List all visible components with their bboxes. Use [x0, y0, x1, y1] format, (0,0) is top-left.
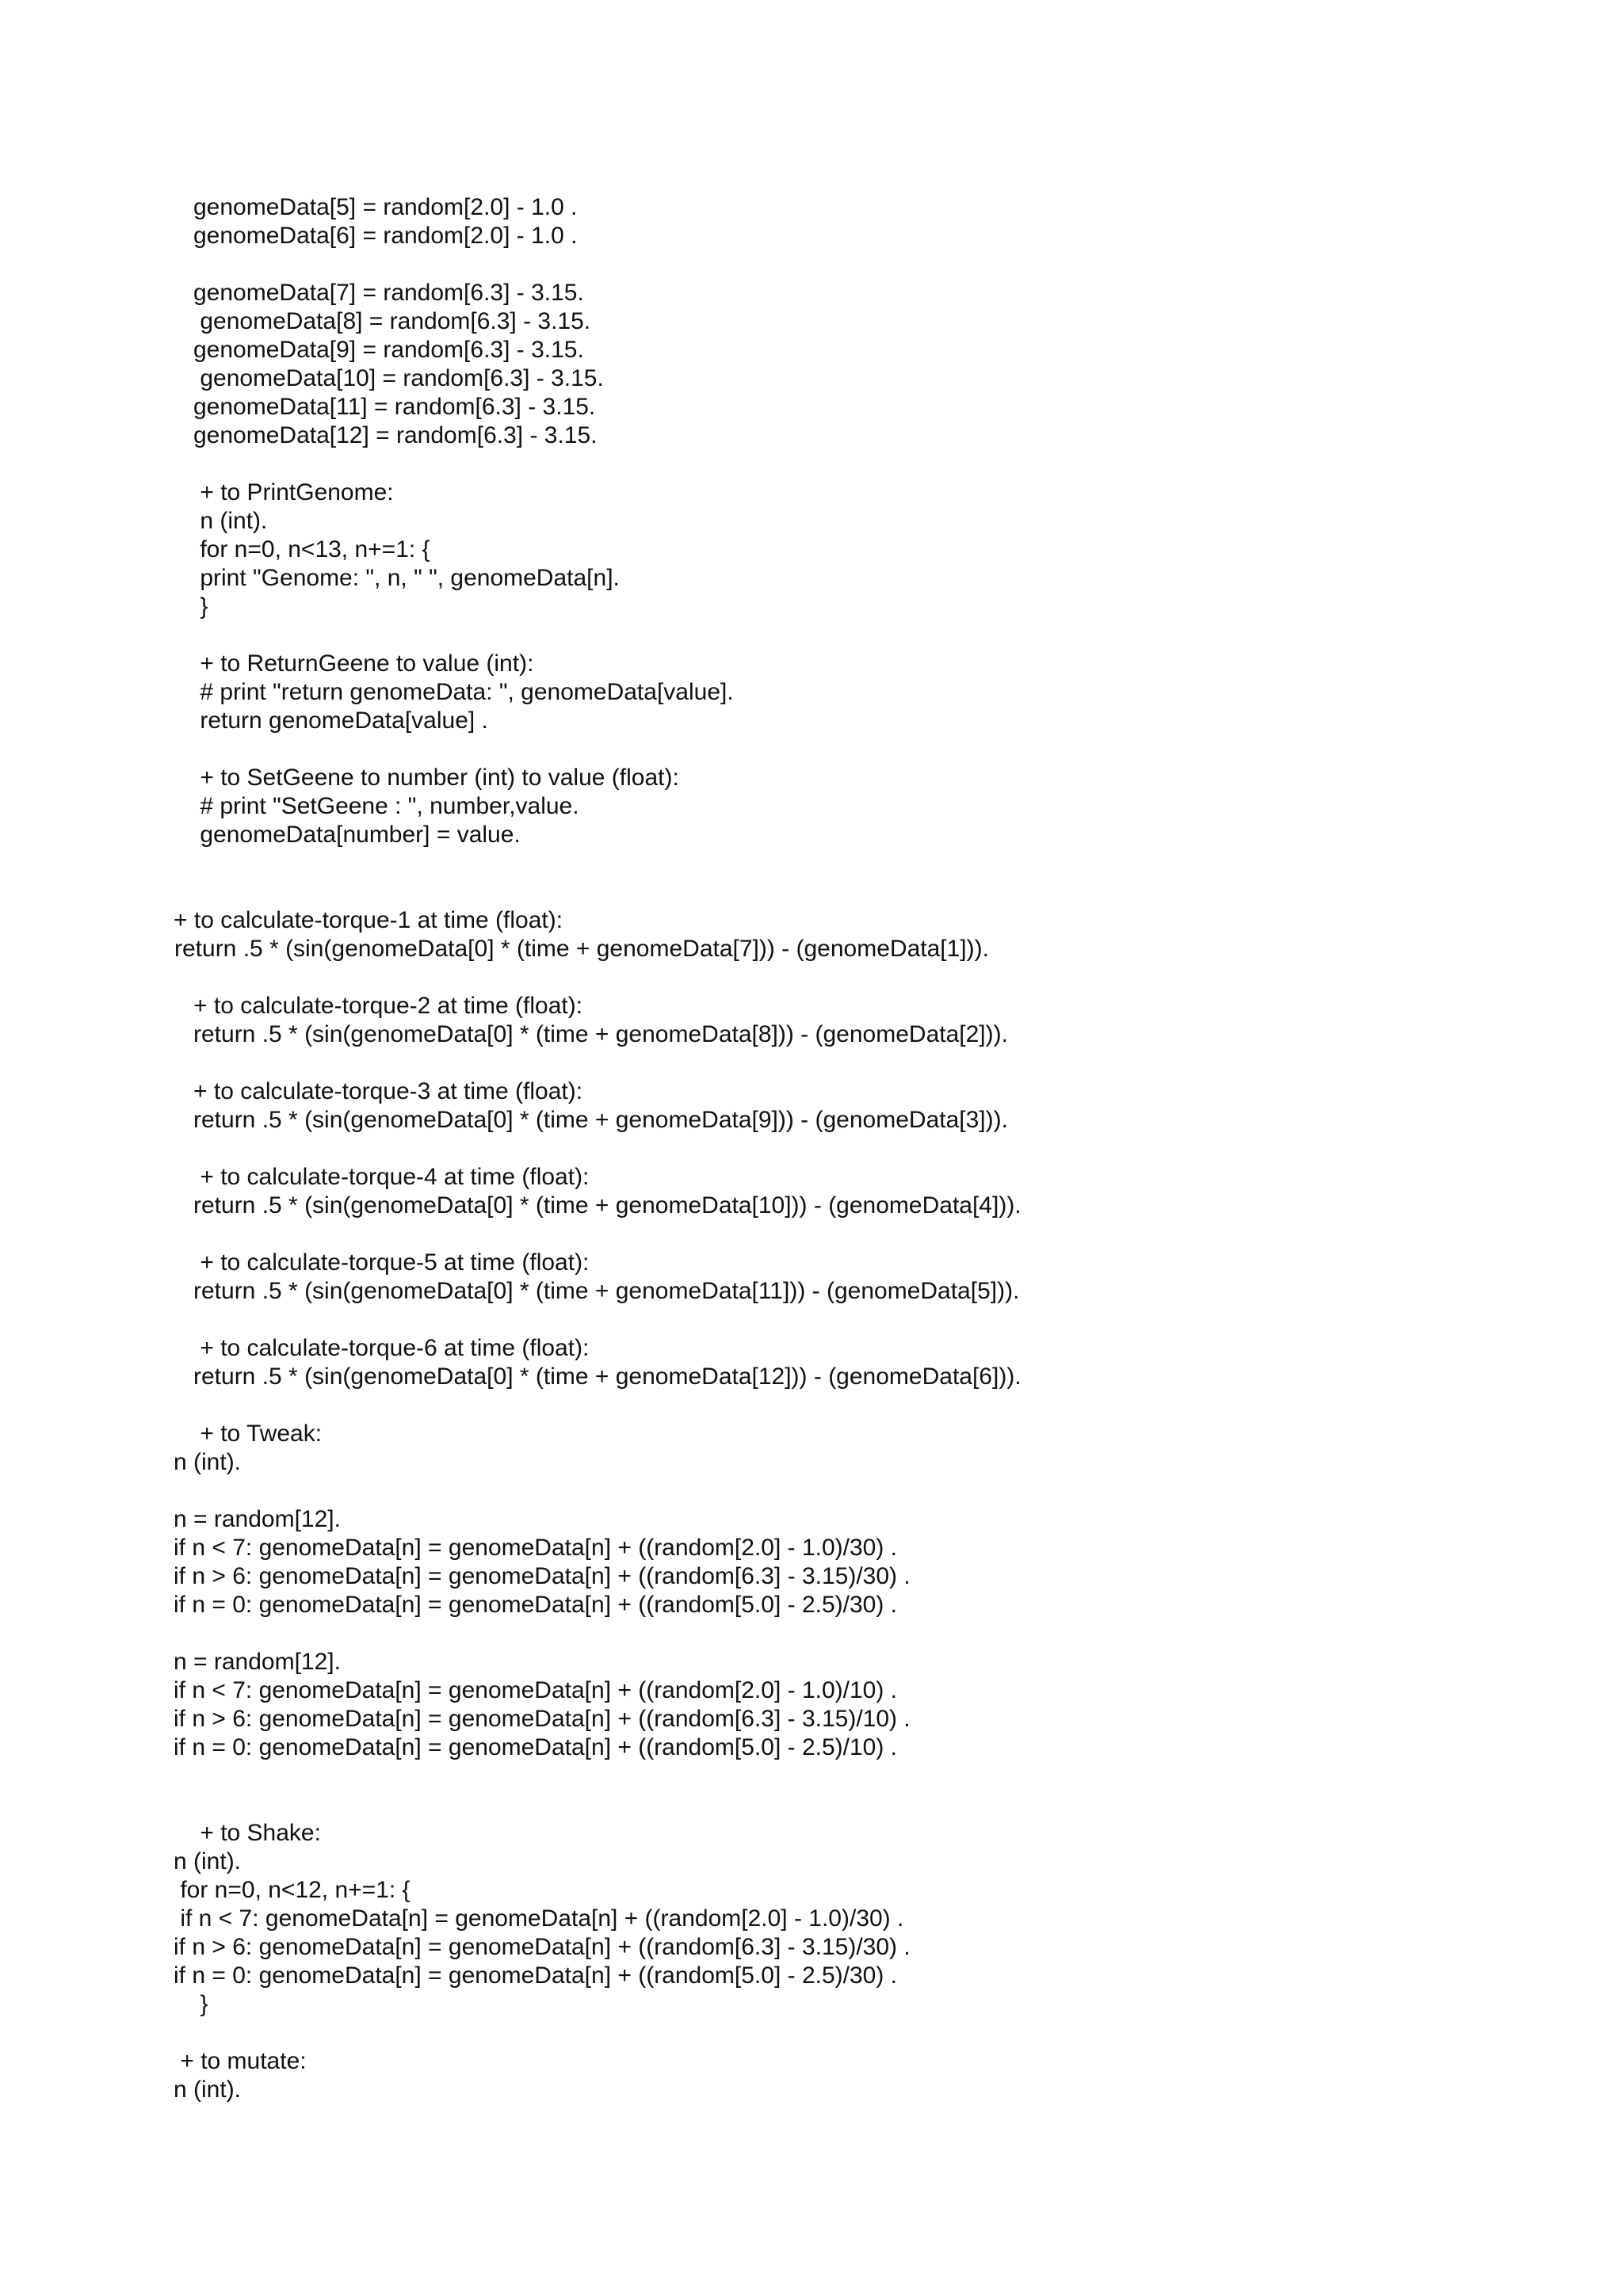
blank-line — [193, 250, 1541, 279]
code-line: return .5 * (sin(genomeData[0] * (time + genomeData[10])) - (genomeData[4])). — [193, 1192, 1022, 1219]
blank-line — [193, 1391, 1541, 1420]
blank-line — [193, 735, 1541, 764]
code-line: + to calculate-torque-6 at time (float): — [193, 1335, 590, 1361]
code-line: print "Genome: ", n, " ", genomeData[n]. — [193, 565, 620, 591]
code-line: + to calculate-torque-2 at time (float): — [193, 993, 583, 1019]
code-line: # print "SetGeene : ", number,value. — [193, 793, 579, 819]
blank-line — [193, 1220, 1541, 1249]
blank-line — [193, 1619, 1541, 1648]
code-line: if n > 6: genomeData[n] = genomeData[n] + ((random[6.3] - 3.15)/30) . — [174, 1563, 911, 1589]
code-line: + to SetGeene to number (int) to value (float): — [193, 765, 679, 791]
code-line: + to calculate-torque-5 at time (float): — [193, 1249, 590, 1276]
code-line: return genomeData[value] . — [193, 707, 488, 734]
blank-line — [193, 1306, 1541, 1334]
code-line: return .5 * (sin(genomeData[0] * (time + genomeData[9])) - (genomeData[3])). — [193, 1107, 1008, 1133]
code-line: genomeData[6] = random[2.0] - 1.0 . — [193, 223, 578, 249]
code-line: return .5 * (sin(genomeData[0] * (time + genomeData[7])) - (genomeData[1])). — [174, 936, 989, 962]
code-line: for n=0, n<12, n+=1: { — [174, 1877, 411, 1903]
blank-line — [193, 450, 1541, 479]
code-line: n = random[12]. — [174, 1649, 341, 1675]
blank-line — [193, 1762, 1541, 1791]
code-line: + to mutate: — [174, 2048, 307, 2074]
blank-line — [193, 1135, 1541, 1163]
code-line: return .5 * (sin(genomeData[0] * (time + genomeData[11])) - (genomeData[5])). — [193, 1278, 1020, 1304]
code-line: genomeData[7] = random[6.3] - 3.15. — [193, 280, 584, 306]
code-line: if n = 0: genomeData[n] = genomeData[n] + ((random[5.0] - 2.5)/10) . — [174, 1734, 898, 1760]
code-line: genomeData[number] = value. — [193, 822, 521, 848]
code-line: + to calculate-torque-1 at time (float): — [174, 907, 563, 933]
code-line: genomeData[8] = random[6.3] - 3.15. — [193, 308, 591, 334]
code-line: + to calculate-torque-4 at time (float): — [193, 1164, 590, 1190]
blank-line — [193, 2019, 1541, 2047]
code-line: return .5 * (sin(genomeData[0] * (time + genomeData[8])) - (genomeData[2])). — [193, 1021, 1008, 1047]
code-line: n (int). — [174, 1848, 242, 1875]
code-line: n (int). — [174, 2077, 242, 2103]
code-line: if n = 0: genomeData[n] = genomeData[n] + ((random[5.0] - 2.5)/30) . — [174, 1592, 898, 1618]
code-line: if n < 7: genomeData[n] = genomeData[n] + ((random[2.0] - 1.0)/30) . — [174, 1535, 898, 1561]
blank-line — [193, 1477, 1541, 1505]
code-line: if n > 6: genomeData[n] = genomeData[n] + ((random[6.3] - 3.15)/30) . — [174, 1934, 911, 1960]
blank-line — [193, 963, 1541, 992]
blank-line — [193, 621, 1541, 650]
code-line: genomeData[9] = random[6.3] - 3.15. — [193, 337, 584, 363]
code-line: return .5 * (sin(genomeData[0] * (time + genomeData[12])) - (genomeData[6])). — [193, 1363, 1022, 1390]
code-line: if n < 7: genomeData[n] = genomeData[n] + ((random[2.0] - 1.0)/30) . — [174, 1905, 904, 1932]
code-line: n (int). — [174, 1449, 242, 1475]
code-line: + to calculate-torque-3 at time (float): — [193, 1078, 583, 1104]
code-line: genomeData[12] = random[6.3] - 3.15. — [193, 422, 598, 448]
code-line: n (int). — [193, 508, 268, 534]
code-line: if n > 6: genomeData[n] = genomeData[n] + ((random[6.3] - 3.15)/10) . — [174, 1706, 911, 1732]
code-line: n = random[12]. — [174, 1506, 341, 1532]
code-line: # print "return genomeData: ", genomeData[value]. — [193, 679, 734, 705]
code-line: genomeData[5] = random[2.0] - 1.0 . — [193, 194, 578, 220]
blank-line — [193, 849, 1541, 878]
code-line: genomeData[10] = random[6.3] - 3.15. — [193, 365, 604, 391]
code-line: } — [193, 1991, 208, 2017]
blank-line — [193, 878, 1541, 906]
code-line: genomeData[11] = random[6.3] - 3.15. — [193, 394, 596, 420]
blank-line — [193, 1791, 1541, 1819]
code-line: } — [193, 593, 208, 620]
code-line: + to PrintGenome: — [193, 479, 394, 505]
blank-line — [193, 1049, 1541, 1077]
code-listing — [174, 193, 1541, 2104]
code-line: + to Tweak: — [193, 1421, 323, 1447]
code-line: if n = 0: genomeData[n] = genomeData[n] + ((random[5.0] - 2.5)/30) . — [174, 1962, 898, 1989]
code-line: for n=0, n<13, n+=1: { — [193, 536, 430, 563]
code-line: + to ReturnGeene to value (int): — [193, 650, 534, 677]
code-line: + to Shake: — [193, 1820, 321, 1846]
code-line: if n < 7: genomeData[n] = genomeData[n] + ((random[2.0] - 1.0)/10) . — [174, 1677, 898, 1703]
